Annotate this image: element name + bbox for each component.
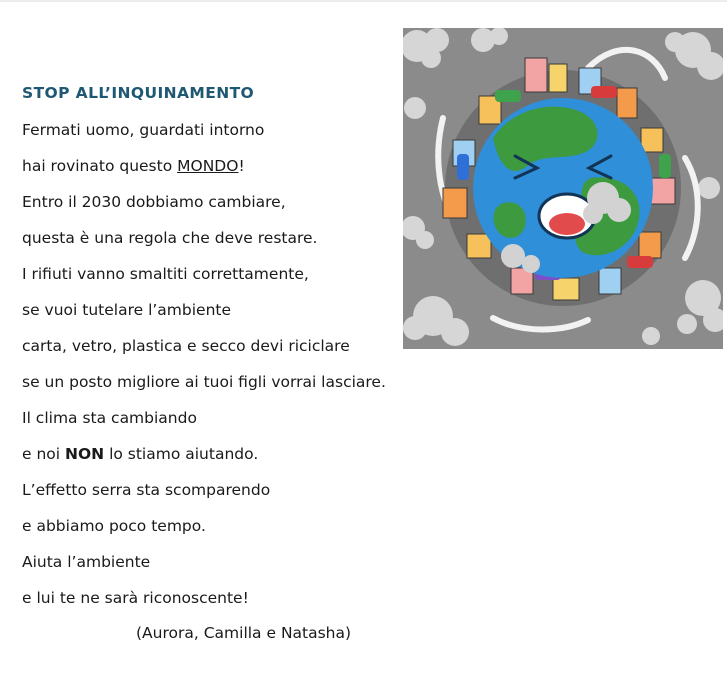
poem-title: STOP ALL’INQUINAMENTO <box>22 84 255 102</box>
poem-line-10-end: lo stiamo aiutando. <box>104 445 259 463</box>
poem-line-5: I rifiuti vanno smaltiti correttamente, <box>22 265 309 283</box>
poem-line-7: carta, vetro, plastica e secco devi riciclare <box>22 337 350 355</box>
poem-line-2-end: ! <box>238 157 245 175</box>
top-divider <box>0 0 727 2</box>
poem-line-11: L’effetto serra sta scomparendo <box>22 481 271 499</box>
underlined-word-mondo: MONDO <box>177 157 239 175</box>
poem-line-10-start: e noi <box>22 445 66 463</box>
poem-line-3: Entro il 2030 dobbiamo cambiare, <box>22 193 286 211</box>
poem-line-8: se un posto migliore ai tuoi figli vorrai lasciare. <box>22 373 386 391</box>
poem-line-6: se vuoi tutelare l’ambiente <box>22 301 232 319</box>
poem-line-9: Il clima sta cambiando <box>22 409 197 427</box>
poem-body <box>22 120 422 624</box>
poem-line-13: Aiuta l’ambiente <box>22 553 151 571</box>
polluted-earth-icon <box>403 28 723 349</box>
bold-word-non: NON <box>65 445 105 463</box>
poem-line-10 <box>22 444 422 480</box>
poem-line-14: e lui te ne sarà riconoscente! <box>22 589 249 607</box>
poem-line-2-start: hai rovinato questo <box>22 157 178 175</box>
poem-authors: (Aurora, Camilla e Natasha) <box>136 624 352 642</box>
poem-line-1: Fermati uomo, guardati intorno <box>22 121 265 139</box>
poem-line-4: questa è una regola che deve restare. <box>22 229 318 247</box>
poem-line-2 <box>22 156 422 192</box>
poem-line-12: e abbiamo poco tempo. <box>22 517 206 535</box>
